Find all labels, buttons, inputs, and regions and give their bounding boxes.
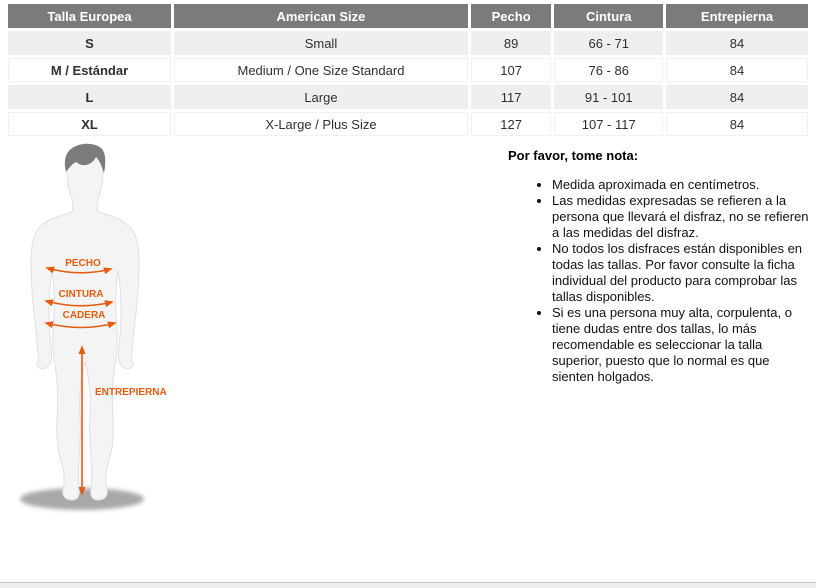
cell-entrepierna: 84 bbox=[666, 112, 808, 136]
table-row-xl bbox=[8, 112, 808, 136]
inseam-label: ENTREPIERNA bbox=[95, 387, 167, 398]
table-row-m bbox=[8, 58, 808, 82]
cell-talla: S bbox=[8, 31, 171, 55]
cell-pecho: 107 bbox=[471, 58, 552, 82]
table-row-l bbox=[8, 85, 808, 109]
cell-talla: M / Estándar bbox=[8, 58, 171, 82]
cell-cintura: 76 - 86 bbox=[554, 58, 663, 82]
waist-label: CINTURA bbox=[58, 289, 104, 300]
table-row-s bbox=[8, 31, 808, 55]
notes-list bbox=[508, 177, 810, 385]
cell-talla: XL bbox=[8, 112, 171, 136]
cell-pecho: 127 bbox=[471, 112, 552, 136]
col-header-pecho: Pecho bbox=[471, 4, 552, 28]
note-item: • Medida aproximada en centímetros. bbox=[552, 177, 810, 193]
note-item: • No todos los disfraces están disponibles en todas las tallas. Por favor consulte la ficha individual del producto para comprobar las tallas disponibles. bbox=[552, 241, 810, 305]
cell-cintura: 66 - 71 bbox=[554, 31, 663, 55]
cell-entrepierna: 84 bbox=[666, 85, 808, 109]
note-item: • Si es una persona muy alta, corpulenta, o tiene dudas entre dos tallas, lo más recomendable es seleccionar la talla superior, puesto que lo normal es que sienten holgados. bbox=[552, 305, 810, 385]
cell-american-size: Medium / One Size Standard bbox=[174, 58, 468, 82]
notes-section bbox=[508, 148, 810, 385]
cell-entrepierna: 84 bbox=[666, 31, 808, 55]
col-header-american-size: American Size bbox=[174, 4, 468, 28]
cell-entrepierna: 84 bbox=[666, 58, 808, 82]
body-silhouette bbox=[31, 149, 139, 500]
col-header-talla-europea: Talla Europea bbox=[8, 4, 171, 28]
col-header-entrepierna: Entrepierna bbox=[666, 4, 808, 28]
note-item: • Las medidas expresadas se refieren a la persona que llevará el disfraz, no se refieren a las medidas del disfraz. bbox=[552, 193, 810, 241]
notes-heading: Por favor, tome nota: bbox=[508, 148, 639, 163]
cell-pecho: 117 bbox=[471, 85, 552, 109]
horizontal-scrollbar[interactable] bbox=[0, 582, 816, 588]
table-header-row bbox=[8, 4, 808, 28]
cell-american-size: Large bbox=[174, 85, 468, 109]
chest-label: PECHO bbox=[65, 258, 101, 269]
hip-label: CADERA bbox=[62, 310, 106, 321]
cell-cintura: 107 - 117 bbox=[554, 112, 663, 136]
cell-cintura: 91 - 101 bbox=[554, 85, 663, 109]
col-header-cintura: Cintura bbox=[554, 4, 663, 28]
cell-american-size: X-Large / Plus Size bbox=[174, 112, 468, 136]
cell-american-size: Small bbox=[174, 31, 468, 55]
cell-pecho: 89 bbox=[471, 31, 552, 55]
body-measurement-diagram bbox=[0, 140, 260, 525]
size-table bbox=[5, 1, 811, 139]
cell-talla: L bbox=[8, 85, 171, 109]
